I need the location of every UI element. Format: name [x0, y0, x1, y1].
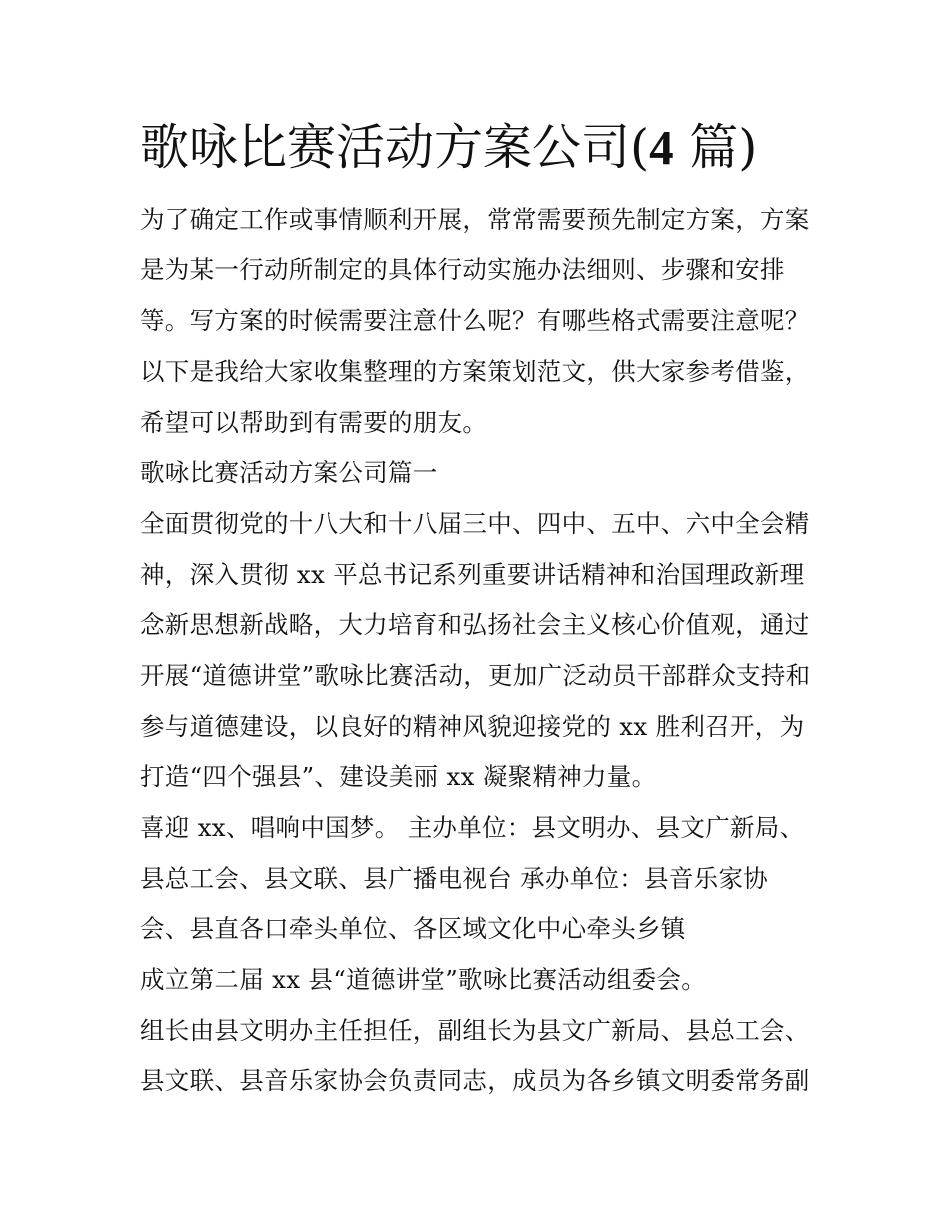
body-line-8: 神，深入贯彻 xx 平总书记系列重要讲话精神和治国理政新理 [140, 560, 805, 589]
body-line-9: 念新思想新战略，大力培育和弘扬社会主义核心价值观，通过 [140, 610, 810, 639]
body-line-10: 开展“道德讲堂”歌咏比赛活动，更加广泛动员干部群众支持和 [140, 661, 811, 690]
document-title [140, 118, 840, 178]
body-line-18: 县文联、县音乐家协会负责同志，成员为各乡镇文明委常务副 [140, 1066, 810, 1095]
body-line-2: 是为某一行动所制定的具体行动实施办法细则、步骤和安排 [140, 255, 785, 284]
body-line-14: 县总工会、县文联、县广播电视台 承办单位：县音乐家协 [140, 864, 769, 893]
body-line-11: 参与道德建设，以良好的精神风貌迎接党的 xx 胜利召开，为 [140, 712, 805, 741]
body-line-13: 喜迎 xx、唱响中国梦。 主办单位：县文明办、县文广新局、 [140, 813, 805, 842]
body-line-15: 会、县直各口牵头单位、各区域文化中心牵头乡镇 [140, 914, 686, 943]
title-prefix: 歌咏比赛活动方案公司( [140, 119, 650, 176]
body-line-12: 打造“四个强县”、建设美丽 xx 凝聚精神力量。 [140, 762, 657, 791]
title-number: 4 [649, 120, 674, 175]
title-suffix: 篇) [673, 119, 758, 176]
body-line-1: 为了确定工作或事情顺利开展，常常需要预先制定方案，方案 [140, 205, 810, 234]
body-line-7: 全面贯彻党的十八大和十八届三中、四中、五中、六中全会精 [140, 509, 810, 538]
body-line-4: 以下是我给大家收集整理的方案策划范文，供大家参考借鉴， [140, 357, 810, 386]
body-line-5: 希望可以帮助到有需要的朋友。 [140, 408, 488, 437]
section-heading-1: 歌咏比赛活动方案公司篇一 [140, 458, 438, 487]
body-line-16: 成立第二届 xx 县“道德讲堂”歌咏比赛活动组委会。 [140, 965, 707, 994]
body-line-17: 组长由县文明办主任担任，副组长为县文广新局、县总工会、 [140, 1016, 810, 1045]
body-line-3: 等。写方案的时候需要注意什么呢？有哪些格式需要注意呢？ [140, 306, 810, 335]
